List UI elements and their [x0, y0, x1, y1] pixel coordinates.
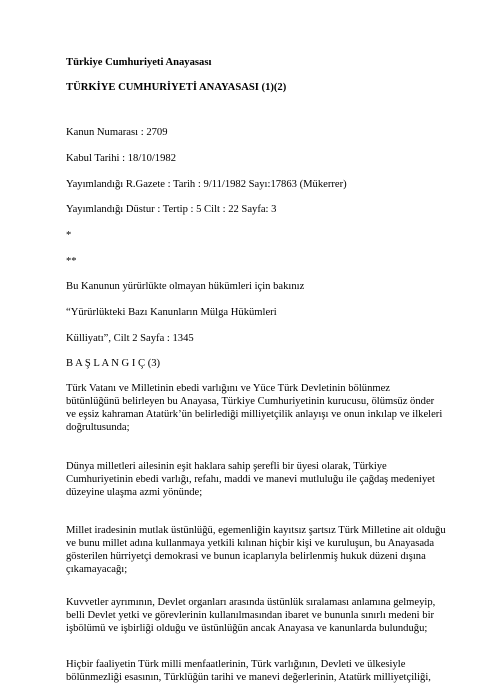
paragraph-line: işbölümü ve işbirliği olduğu ve üstünlüğün ancak Anayasa ve kanunlarda bulunduğu; — [66, 623, 428, 634]
footnote-star-2: ** — [66, 256, 77, 267]
kabul-tarihi: Kabul Tarihi : 18/10/1982 — [66, 153, 176, 164]
document-heading: Türkiye Cumhuriyeti Anayasası — [66, 57, 212, 68]
footnote-star-1: * — [66, 230, 72, 241]
paragraph-line: bütünlüğünü belirleyen bu Anayasa, Türkiye Cumhuriyetinin kurucusu, ölümsüz önder — [66, 396, 435, 407]
preamble-paragraph-5 — [66, 658, 431, 684]
paragraph-line: Dünya milletleri ailesinin eşit haklara sahip şerefli bir üyesi olarak, Türkiye — [66, 461, 387, 472]
note-text: Bu Kanunun yürürlükte olmayan hükümleri için bakınız — [66, 281, 305, 292]
paragraph-line: Türk Vatanı ve Milletinin ebedi varlığını ve Yüce Türk Devletinin bölünmez — [66, 383, 391, 394]
document-title: TÜRKİYE CUMHURİYETİ ANAYASASI (1)(2) — [66, 82, 287, 93]
note-quote: “Yürürlükteki Bazı Kanunların Mülga Hükümleri — [66, 307, 277, 318]
dustur: Yayımlandığı Düstur : Tertip : 5 Cilt : 22 Sayfa: 3 — [66, 204, 277, 215]
paragraph-line: ve bunu millet adına kullanmaya yetkili kılınan hiçbir kişi ve kuruluşun, bu Anayasada — [66, 538, 435, 549]
paragraph-line: Millet iradesinin mutlak üstünlüğü, egemenliğin kayıtsız şartsız Türk Milletine ait olduğu — [66, 525, 446, 536]
note-reference: Külliyatı”, Cilt 2 Sayfa : 1345 — [66, 333, 194, 344]
kanun-numarasi: Kanun Numarası : 2709 — [66, 127, 168, 138]
preamble-paragraph-4 — [66, 596, 435, 635]
preamble-paragraph-3 — [66, 524, 446, 576]
resmi-gazete: Yayımlandığı R.Gazete : Tarih : 9/11/1982 Sayı:17863 (Mükerrer) — [66, 179, 347, 190]
paragraph-line: belli Devlet yetki ve görevlerinin kullanılmasından ibaret ve bununla sınırlı medeni bir — [66, 610, 435, 621]
preamble-paragraph-2 — [66, 460, 435, 499]
paragraph-line: doğrultusunda; — [66, 422, 130, 433]
paragraph-line: bölünmezliği esasının, Türklüğün tarihi ve manevi değerlerinin, Atatürk milliyetçiliği, — [66, 672, 431, 683]
paragraph-line: gösterilen hürriyetçi demokrasi ve bunun icaplarıyla belirlenmiş hukuk düzeni dışına — [66, 551, 426, 562]
paragraph-line: düzeyine ulaşma azmi yönünde; — [66, 487, 203, 498]
paragraph-line: ve eşsiz kahraman Atatürk’ün belirlediği milliyetçilik anlayışı ve onun inkılap ve ilkeleri — [66, 409, 443, 420]
preamble-paragraph-1 — [66, 382, 442, 434]
paragraph-line: Kuvvetler ayrımının, Devlet organları arasında üstünlük sıralaması anlamına gelmeyip, — [66, 597, 436, 608]
baslangic-heading: B A Ş L A N G I Ç (3) — [66, 358, 161, 369]
paragraph-line: çıkamayacağı; — [66, 564, 128, 575]
paragraph-line: Cumhuriyetinin ebedi varlığı, refahı, maddi ve manevi mutluluğu ile çağdaş medeniyet — [66, 474, 435, 485]
paragraph-line: Hiçbir faaliyetin Türk milli menfaatlerinin, Türk varlığının, Devleti ve ülkesiyle — [66, 659, 406, 670]
